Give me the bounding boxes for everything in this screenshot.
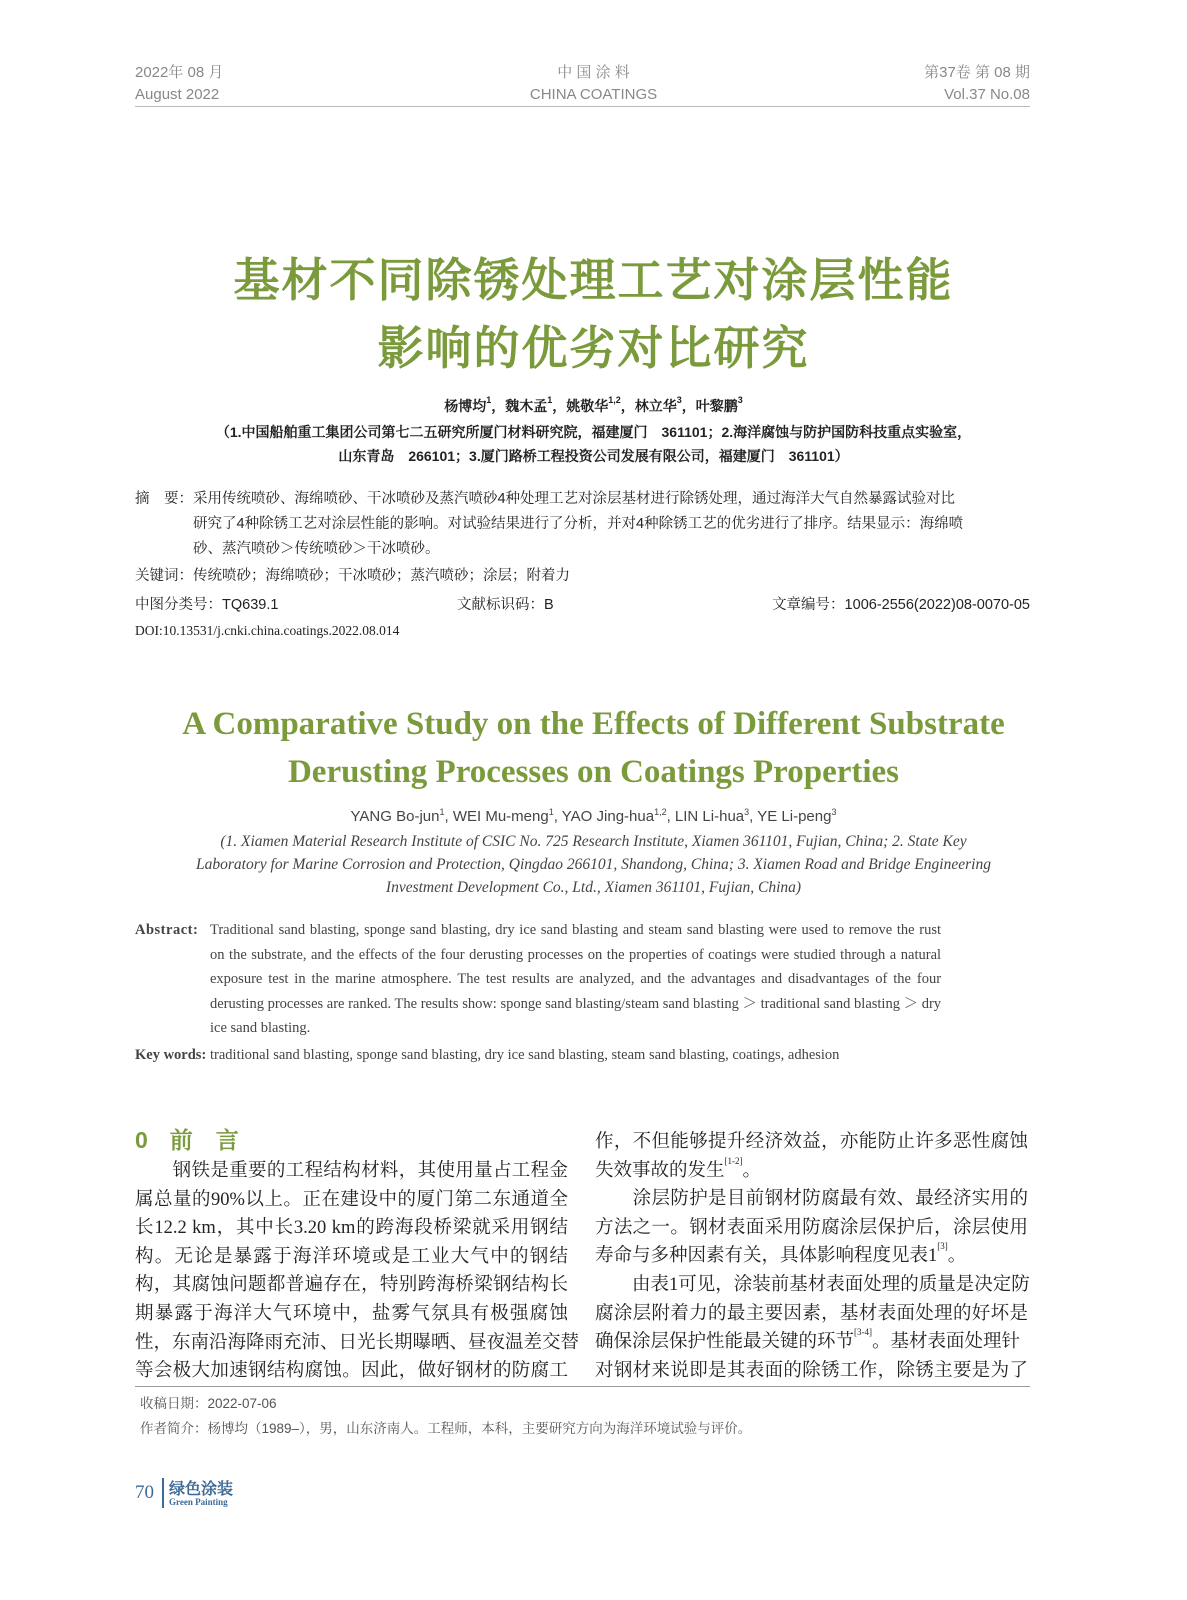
received-date: 收稿日期：2022-07-06 [140, 1396, 277, 1411]
body-line [595, 1242, 1028, 1271]
title-en [0, 700, 1187, 796]
body-line: 构，其腐蚀问题都普遍存在，特别跨海桥梁钢结构长 [135, 1275, 568, 1296]
citation: [3] [937, 1241, 948, 1252]
header-date-cn: 2022年 08 月 [135, 64, 224, 81]
title-en-line: Derusting Processes on Coatings Properties [287, 754, 900, 790]
affiliation-line: 山东青岛 266101；3.厦门路桥工程投资公司发展有限公司，福建厦门 361101） [338, 448, 849, 464]
body-left-column [135, 1157, 580, 1386]
header-date-en: August 2022 [135, 86, 220, 103]
authors-cn: 杨博均$^1$，魏木孟$^1$，姚敬华$^{1,2}$，林立华$^3$，叶黎鹏$^3$ [444, 395, 743, 414]
author-bio: 作者简介：杨博均（1989–），男，山东济南人。工程师，本科，主要研究方向为海洋环境试验与评价。 [140, 1421, 752, 1436]
author-name: YAO Jing-hua [561, 808, 655, 825]
citation: [3-4] [854, 1327, 873, 1338]
author-affiliation-mark: 3 [737, 395, 743, 405]
body-line: 性，东南沿海降雨充沛、日光长期曝晒、昼夜温差交替 [135, 1332, 580, 1353]
section-number: 0 [135, 1127, 148, 1153]
author-affiliation-mark: 1,2 [654, 807, 667, 817]
abstract-cn-label: 摘 要： [135, 491, 193, 507]
body-text: 方法之一。钢材表面采用防腐涂层保护后，涂层使用 [595, 1217, 1028, 1238]
authors-en: YANG Bo-jun$^1$, WEI Mu-meng$^1$, YAO Jing-hua$^{1,2}$, LIN Li-hua$^3$, YE Li-peng$^3$ [350, 807, 837, 825]
header-journal-cn: 中 国 涂 料 [557, 64, 630, 81]
affiliation-en-line: Investment Development Co., Ltd., Xiamen 361101, Fujian, China) [385, 879, 802, 896]
document-code: 文献标识码：B [457, 597, 554, 613]
keywords-cn-label: 关键词： [135, 568, 193, 584]
author-name: 叶黎鹏 [695, 398, 738, 414]
body-line: 构。无论是暴露于海洋环境或是工业大气中的钢结 [135, 1246, 568, 1267]
abstract-en-line: derusting processes are ranked. The results show: sponge sand blasting/steam sand blasting ＞ traditional sand blasting ＞ dry [210, 995, 942, 1012]
author-name: 魏木孟 [505, 398, 548, 414]
header-volume-en: Vol.37 No.08 [944, 86, 1030, 103]
body-line [595, 1128, 1028, 1157]
author-affiliation-mark: 1 [439, 807, 445, 817]
doi[interactable]: DOI:10.13531/j.cnki.china.coatings.2022.08.014 [135, 623, 400, 638]
header-rule [135, 106, 1030, 107]
title-cn [0, 246, 1187, 382]
abstract-en-line: Traditional sand blasting, sponge sand blasting, dry ice sand blasting and steam sand blasting were used to remove the rust [210, 922, 942, 938]
affiliations-en [0, 830, 1187, 899]
body-text: 确保涂层保护性能最关键的环节 [595, 1332, 855, 1353]
body-text: 对钢材来说即是其表面的除锈工作，除锈主要是为了 [595, 1360, 1028, 1381]
body-line [595, 1300, 1028, 1329]
body-line: 属总量的90%以上。正在建设中的厦门第二东通道全 [135, 1189, 568, 1210]
keywords-en-label: Key words: [135, 1047, 207, 1063]
title-en-line: A Comparative Study on the Effects of Different Substrate [182, 706, 1005, 742]
body-right-column [595, 1128, 1028, 1385]
body-text: 作，不但能够提升经济效益，亦能防止许多恶性腐蚀 [595, 1132, 1028, 1152]
abstract-en-line: ice sand blasting. [210, 1020, 311, 1036]
body-line: 长12.2 km，其中长3.20 km的跨海段桥梁就采用钢结 [135, 1218, 568, 1239]
body-line: 期暴露于海洋大气环境中，盐雾气氛具有极强腐蚀 [135, 1303, 568, 1324]
body-line [595, 1157, 1028, 1186]
body-text: 。基材表面处理针 [872, 1332, 1021, 1353]
author-name: LIN Li-hua [674, 808, 745, 825]
author-name: 姚敬华 [566, 398, 609, 414]
author-name: YE Li-peng [757, 808, 832, 825]
abstract-en-label: Abstract: [135, 922, 199, 938]
body-line [595, 1357, 1028, 1386]
author-name: 林立华 [634, 398, 677, 414]
keywords-cn-text: 传统喷砂；海绵喷砂；干冰喷砂；蒸汽喷砂；涂层；附着力 [193, 568, 570, 584]
article-number: 文章编号：1006-2556(2022)08-0070-05 [772, 597, 1030, 613]
keywords-en [135, 1043, 1030, 1068]
header-volume-cn: 第37卷 第 08 期 [924, 64, 1030, 81]
author-affiliation-mark: 1 [548, 807, 554, 817]
header-journal-en: CHINA COATINGS [529, 86, 658, 103]
footer-brand-cn: 绿色涂装 [169, 1481, 234, 1498]
header-volume [924, 62, 1030, 106]
body-line [595, 1271, 1028, 1300]
author-name: WEI Mu-meng [452, 808, 549, 825]
title-cn-line: 基材不同除锈处理工艺对涂层性能 [233, 254, 954, 306]
abstract-en [135, 918, 1030, 1041]
citation: [1-2] [724, 1155, 743, 1166]
footer-brand-en: Green Painting [169, 1497, 228, 1507]
footer-divider [162, 1478, 164, 1508]
author-name: 杨博均 [444, 398, 487, 414]
abstract-cn [135, 487, 1030, 562]
keywords-cn [135, 564, 1030, 589]
section-title: 前 言 [169, 1127, 239, 1153]
page-number: 70 [135, 1482, 154, 1503]
body-line [595, 1214, 1028, 1243]
body-text: 由表1可见，涂装前基材表面处理的质量是决定防 [595, 1274, 1030, 1295]
abstract-cn-line: 采用传统喷砂、海绵喷砂、干冰喷砂及蒸汽喷砂4种处理工艺对涂层基材进行除锈处理，通过海洋大气自然暴露试验对比 [193, 491, 956, 507]
classification-number: 中图分类号：TQ639.1 [135, 597, 279, 613]
author-affiliation-mark: 3 [676, 395, 682, 405]
author-affiliation-mark: 3 [831, 807, 837, 817]
author-affiliation-mark: 1 [547, 395, 553, 405]
author-affiliation-mark: 1 [486, 395, 492, 405]
affiliation-line: （1.中国船舶重工集团公司第七二五研究所厦门材料研究院，福建厦门 361101；2.海洋腐蚀与防护国防科技重点实验室， [215, 424, 972, 440]
affiliation-en-line: (1. Xiamen Material Research Institute of CSIC No. 725 Research Institute, Xiamen 361101, Fujian, China; 2. State Key [220, 833, 967, 850]
body-text: 失效事故的发生 [595, 1160, 725, 1181]
body-line [595, 1328, 1028, 1357]
body-text: 腐涂层附着力的最主要因素，基材表面处理的好坏是 [595, 1303, 1028, 1324]
abstract-cn-line: 砂、蒸汽喷砂＞传统喷砂＞干冰喷砂。 [193, 541, 440, 557]
body-line: 钢铁是重要的工程结构材料，其使用量占工程金 [135, 1161, 568, 1181]
body-text: 寿命与多种因素有关，具体影响程度见表1 [595, 1246, 938, 1267]
abstract-en-line: exposure test in the marine atmosphere. The test results are analyzed, and the advantages and disadvantages of the four [210, 971, 942, 987]
abstract-en-line: on the substrate, and the effects of the four derusting processes on the properties of coatings were studied through a natural [210, 946, 942, 963]
author-affiliation-mark: 1,2 [608, 395, 621, 405]
section-heading [135, 1122, 239, 1155]
body-text: 。 [947, 1246, 967, 1267]
body-text: 。 [742, 1160, 762, 1181]
footnote-rule [135, 1386, 1030, 1387]
affiliations-cn [0, 420, 1187, 468]
body-line: 等会极大加速钢结构腐蚀。因此，做好钢材的防腐工 [135, 1361, 568, 1382]
abstract-cn-line: 研究了4种除锈工艺对涂层性能的影响。对试验结果进行了分析，并对4种除锈工艺的优劣进行了排序。结果显示：海绵喷 [193, 516, 964, 532]
body-line [595, 1185, 1028, 1214]
keywords-en-text: traditional sand blasting, sponge sand blasting, dry ice sand blasting, steam sand blasting, coatings, adhesion [210, 1047, 840, 1063]
body-text: 涂层防护是目前钢材防腐最有效、最经济实用的 [595, 1189, 1028, 1210]
title-cn-line: 影响的优劣对比研究 [377, 322, 810, 374]
affiliation-en-line: Laboratory for Marine Corrosion and Protection, Qingdao 266101, Shandong, China; 3. Xiamen Road and Bridge Engineering [196, 856, 991, 873]
author-affiliation-mark: 3 [744, 807, 750, 817]
author-name: YANG Bo-jun [350, 808, 440, 825]
